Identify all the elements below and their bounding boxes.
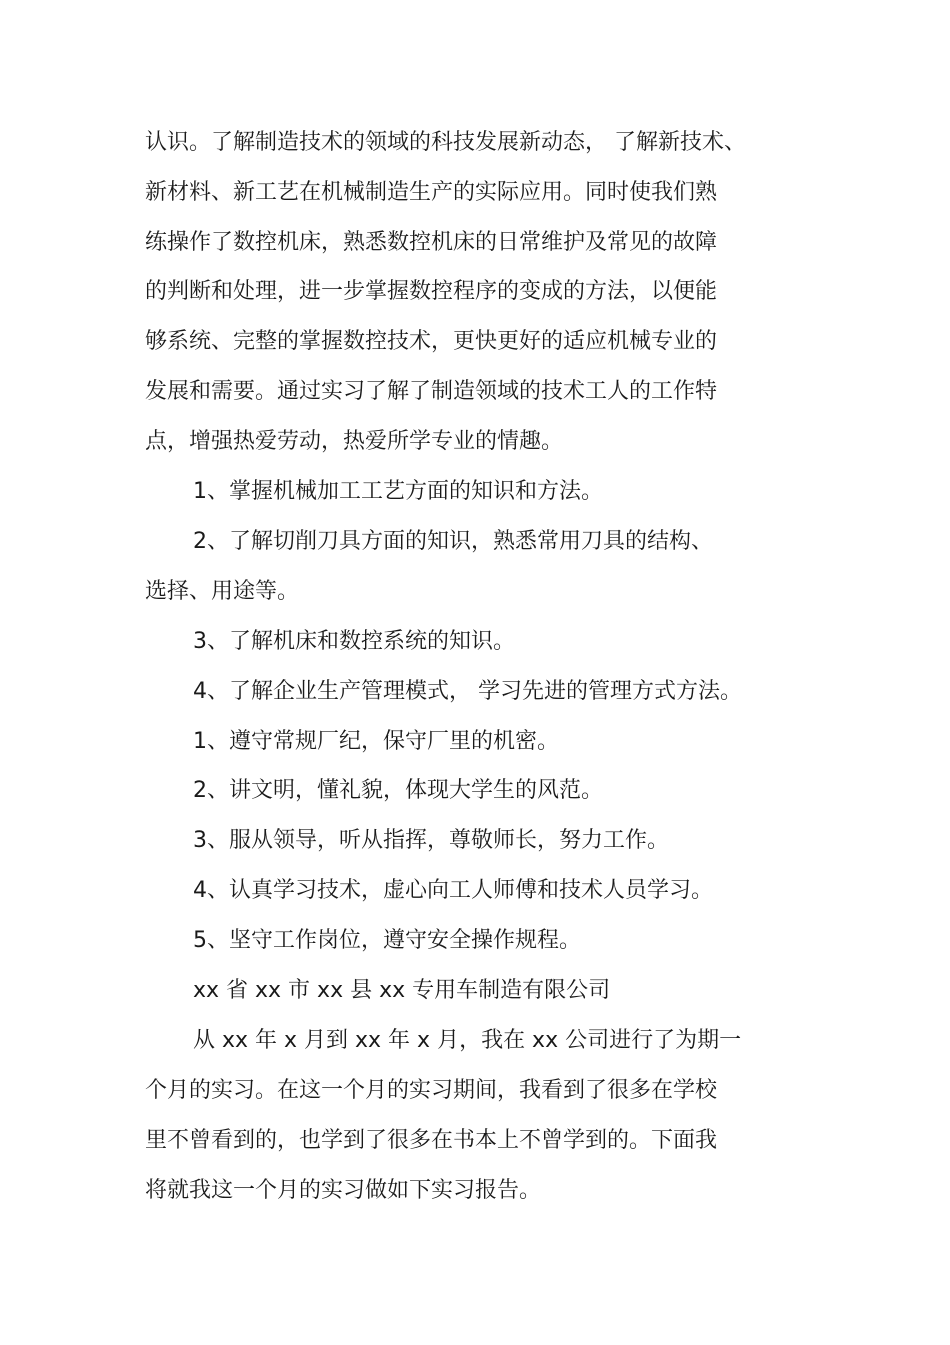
text-line-11: 3、了解机床和数控系统的知识。: [193, 629, 515, 654]
text-line-10: 选择、用途等。: [145, 579, 300, 604]
text-line-4: 的判断和处理，进一步掌握数控程序的变成的方法，以便能: [145, 279, 718, 304]
text-line-16: 4、认真学习技术，虚心向工人师傅和技术人员学习。: [193, 878, 713, 903]
text-line-2: 新材料、新工艺在机械制造生产的实际应用。同时使我们熟: [145, 180, 718, 205]
text-line-15: 3、服从领导，听从指挥，尊敬师长，努力工作。: [193, 828, 669, 853]
text-line-14: 2、讲文明，懂礼貌，体现大学生的风范。: [193, 778, 603, 803]
text-line-20: 个月的实习。在这一个月的实习期间，我看到了很多在学校: [145, 1078, 718, 1103]
text-line-6: 发展和需要。通过实习了解了制造领域的技术工人的工作特: [145, 379, 718, 404]
text-line-1: 认识。了解制造技术的领域的科技发展新动态， 了解新技术、: [145, 130, 746, 155]
text-line-12: 4、了解企业生产管理模式， 学习先进的管理方式方法。: [193, 679, 742, 704]
text-line-21: 里不曾看到的，也学到了很多在书本上不曾学到的。下面我: [145, 1128, 718, 1153]
text-line-22: 将就我这一个月的实习做如下实习报告。: [145, 1178, 542, 1203]
text-line-19: 从 xx 年 x 月到 xx 年 x 月，我在 xx 公司进行了为期一: [193, 1028, 742, 1053]
text-line-5: 够系统、完整的掌握数控技术，更快更好的适应机械专业的: [145, 329, 718, 354]
text-line-8: 1、掌握机械加工工艺方面的知识和方法。: [193, 479, 603, 504]
text-line-13: 1、遵守常规厂纪，保守厂里的机密。: [193, 729, 559, 754]
text-line-17: 5、坚守工作岗位，遵守安全操作规程。: [193, 928, 581, 953]
text-line-7: 点，增强热爱劳动，热爱所学专业的情趣。: [145, 429, 564, 454]
text-line-18: xx 省 xx 市 xx 县 xx 专用车制造有限公司: [193, 978, 611, 1003]
text-line-9: 2、了解切削刀具方面的知识，熟悉常用刀具的结构、: [193, 529, 713, 554]
text-line-3: 练操作了数控机床，熟悉数控机床的日常维护及常见的故障: [145, 230, 718, 255]
